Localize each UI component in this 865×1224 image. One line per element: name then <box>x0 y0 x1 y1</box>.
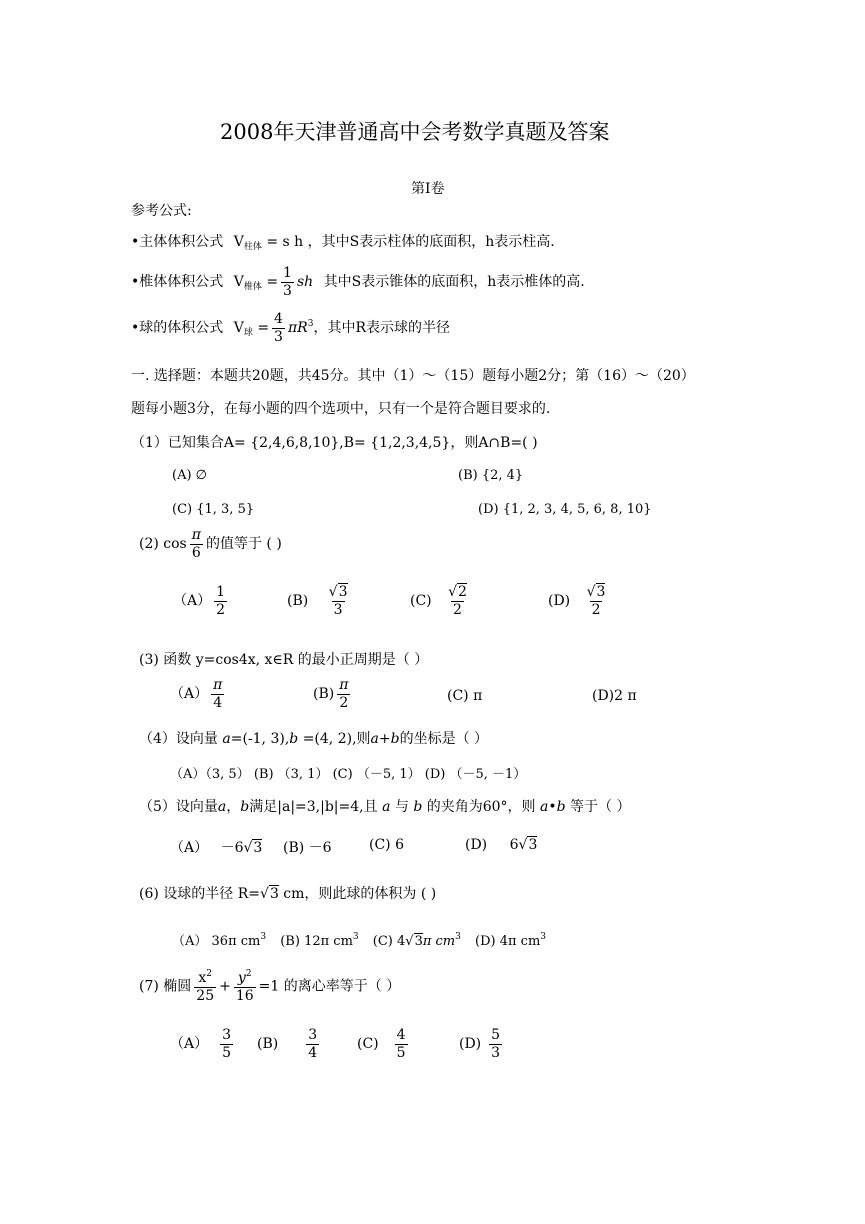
volume-label: 第Ⅰ卷 <box>411 181 445 197</box>
question-3-option-b: (B) $\frac{\pi}{2}$ <box>313 677 349 711</box>
question-5-stem: （5）设向量a，b满足|a|=3,|b|=4,且 a 与 b 的夹角为60°，则 a•b 等于（ ） <box>139 799 631 815</box>
question-7-option-c: (C) $\frac{4}{5}$ <box>357 1027 406 1061</box>
question-3-option-c: (C) π <box>447 688 483 704</box>
question-6-option-b: (B) 12π $cm^3$ <box>280 932 359 949</box>
question-6-option-a: （A） 36π $cm^3$ <box>172 932 267 949</box>
question-5-option-d: (D) 6√3 <box>465 837 538 853</box>
question-4-stem: （4）设向量 a=(-1, 3),b =(4, 2),则a+b的坐标是（ ） <box>139 731 489 747</box>
question-1-option-c: (C) {1, 3, 5} <box>172 502 255 517</box>
question-5-option-a: （A） －6√3 <box>170 840 263 856</box>
formula-prism: •主体体积公式 $V_{柱体} = s$ h ，其中S表示柱体的底面积，h表示柱高. <box>131 234 555 252</box>
formula-sphere: •球的体积公式 $V_球$ = $\frac{4}{3}$ $\pi R^3$，其中R表示球的半径 <box>131 311 450 345</box>
question-2-option-a: （A） $\frac{1}{2}$ <box>173 584 226 618</box>
question-6-options <box>172 930 546 949</box>
question-5-option-c: (C) 6 <box>369 837 404 853</box>
formula-pyramid: •椎体体积公式 $V_{椎体}$ = $\frac{1}{3}$ sh 其中S表示锥体的底面积，h表示椎体的高. <box>131 265 585 299</box>
question-2-stem: (2) cos $\frac{\pi}{6}$ 的值等于 ( ) <box>139 527 282 561</box>
question-3-stem: (3) 函数 y=cos4x, x∈R 的最小正周期是（ ） <box>139 652 429 668</box>
question-2-option-c: (C) $\frac{√2}{2}$ <box>410 584 467 618</box>
formulas-heading: 参考公式: <box>131 203 192 219</box>
question-1-option-b: (B) {2, 4} <box>458 468 524 483</box>
section-intro-line2: 题每小题3分，在每小题的四个选项中，只有一个是符合题目要求的. <box>131 401 551 417</box>
question-3-option-a: （A） $\frac{\pi}{4}$ <box>170 677 223 711</box>
question-4-options: （A）（3, 5） (B) （3, 1） (C) （－5, 1） (D) （－5, －1） <box>170 767 527 782</box>
question-6-option-d: (D) 4π $cm^3$ <box>475 932 547 949</box>
question-7-option-d: (D) $\frac{5}{3}$ <box>459 1027 501 1061</box>
question-6-stem: (6) 设球的半径 R=√3 cm，则此球的体积为 ( ) <box>139 886 437 902</box>
question-7-option-a: （A） $\frac{3}{5}$ <box>170 1027 232 1061</box>
question-2-option-b: (B) $\frac{√3}{3}$ <box>287 584 348 618</box>
section-intro-line1: 一. 选择题：本题共20题，共45分。其中（1）～（15）题每小题2分；第（16）～（20） <box>131 368 695 384</box>
question-7-option-b: (B) $\frac{3}{4}$ <box>257 1027 318 1061</box>
question-2-option-d: (D) $\frac{√3}{2}$ <box>548 584 606 618</box>
question-6-option-c: (C) 4√3π $cm^3$ <box>372 932 461 949</box>
page-title: 2008年天津普通高中会考数学真题及答案 <box>220 120 610 144</box>
question-3-option-d: (D)2 π <box>592 688 637 704</box>
question-1-option-a: (A) ∅ <box>172 468 207 483</box>
question-1-option-d: (D) {1, 2, 3, 4, 5, 6, 8, 10} <box>478 502 652 517</box>
question-1-stem: （1）已知集合A= {2,4,6,8,10},B= {1,2,3,4,5}，则A∩B=( ) <box>131 435 538 451</box>
question-5-option-b: (B) －6 <box>283 840 332 856</box>
question-7-stem: (7) 椭圆 $\frac{x^2}{25}$ + $\frac{y^2}{16}$ =1 的离心率等于（ ） <box>139 969 401 1004</box>
